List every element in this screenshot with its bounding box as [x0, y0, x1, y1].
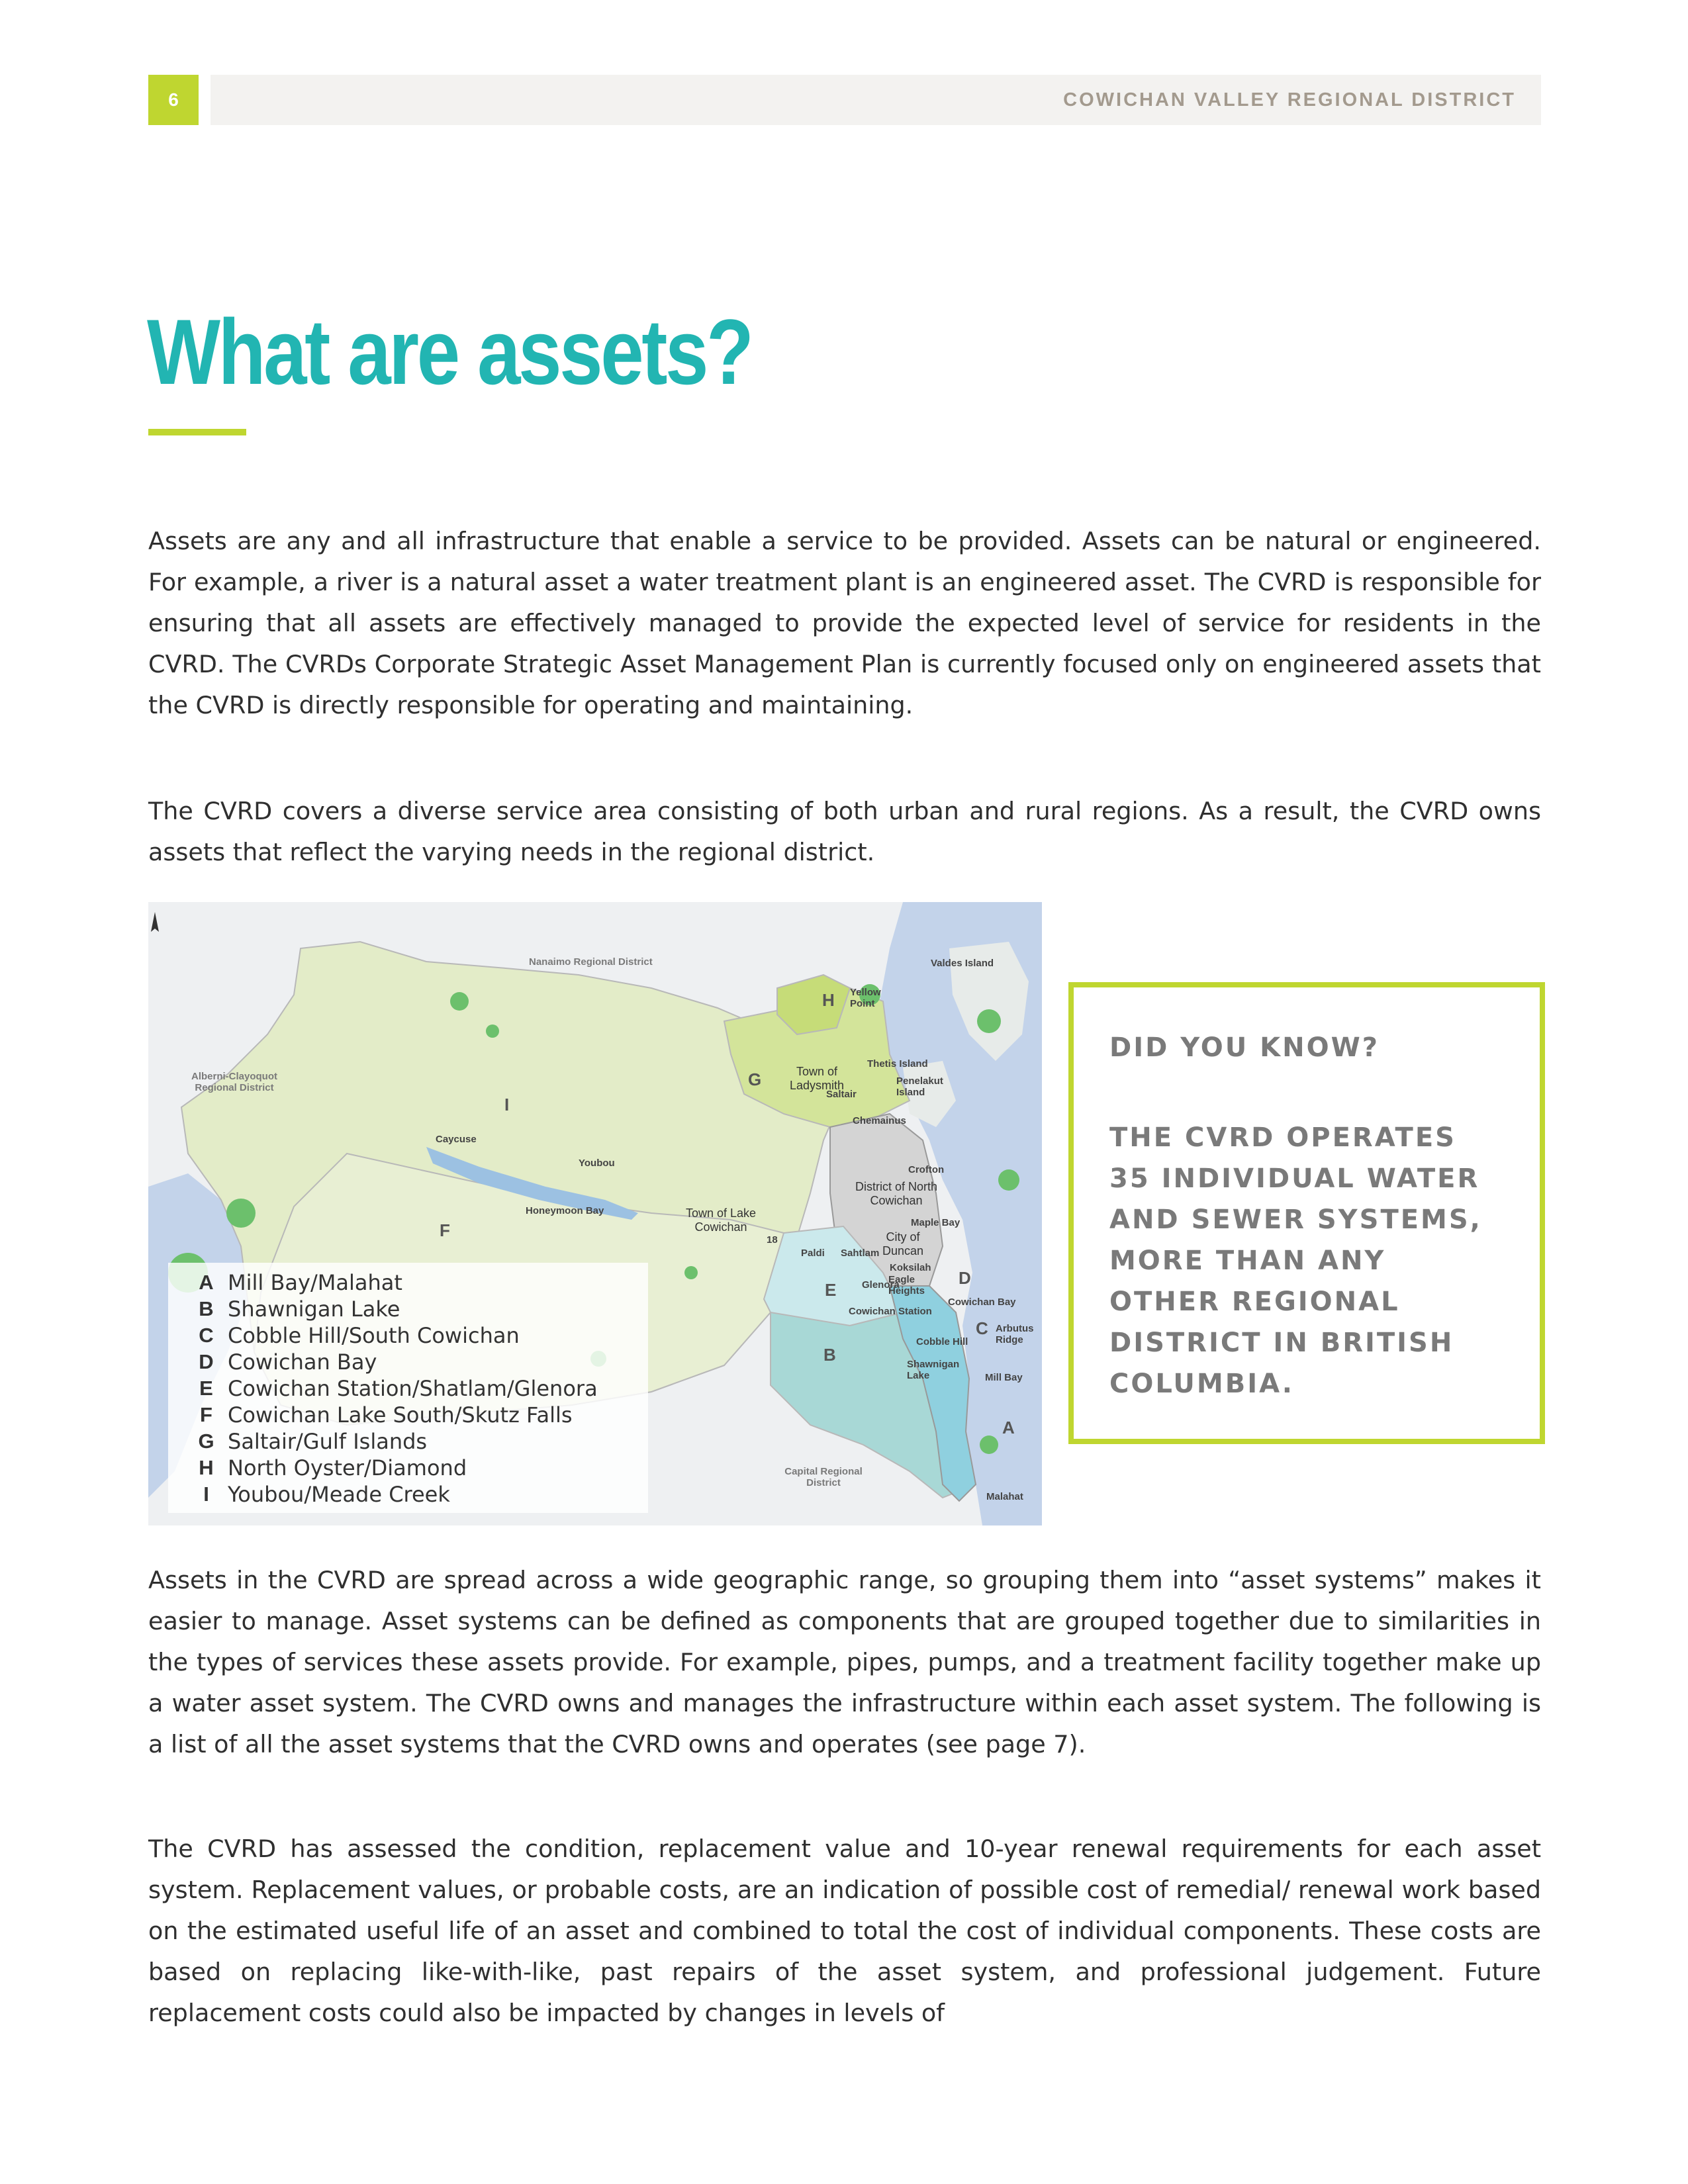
park-8 — [980, 1435, 998, 1454]
paragraph-service-area: The CVRD covers a diverse service area consisting of both urban and rural regions. As a result, the CVRD owns assets that reflect the varying needs in the regional district. — [148, 797, 1541, 866]
legend-code: E — [199, 1377, 213, 1400]
legend-code: A — [199, 1271, 214, 1294]
label-koksilah: Koksilah — [890, 1262, 931, 1273]
legend-row — [185, 1375, 648, 1402]
label-shawnigan: Shawnigan Lake — [907, 1359, 960, 1382]
did-you-know-callout — [1068, 982, 1545, 1444]
paragraph-replacement-values: The CVRD has assessed the condition, replacement value and 10-year renewal requirements for each asset system. Replacement values, or probable costs, are an indication of possible cost of remedial/ renewal work based on the estimated useful life of an asset and combined to total the cost of individual components. These costs are based on replacing like-with-like, past repairs of the asset system, and professional judgement. Future replacement costs could also be impacted by changes in levels of — [148, 1835, 1541, 2027]
park-9 — [684, 1266, 698, 1279]
label-cowichan-bay: Cowichan Bay — [948, 1297, 1016, 1308]
label-cobble-hill: Cobble Hill — [916, 1336, 968, 1347]
legend-name: Cowichan Station/Shatlam/Glenora — [228, 1376, 598, 1401]
label-valdes: Valdes Island — [931, 958, 994, 969]
label-nanaimo: Nanaimo Regional District — [529, 956, 653, 968]
page-number: 6 — [148, 75, 199, 125]
label-cowichan-station: Cowichan Station — [849, 1306, 932, 1317]
legend-name: Saltair/Gulf Islands — [228, 1429, 428, 1454]
label-lake-cowichan: Town of Lake Cowichan — [685, 1206, 757, 1234]
label-crofton: Crofton — [908, 1164, 945, 1175]
legend-code: H — [199, 1456, 214, 1479]
park-2 — [486, 1024, 499, 1038]
legend-row — [185, 1269, 648, 1296]
park-3 — [226, 1199, 256, 1228]
park-6 — [977, 1009, 1001, 1033]
label-malahat: Malahat — [986, 1491, 1023, 1502]
label-maple-bay: Maple Bay — [911, 1217, 961, 1228]
title-underline — [148, 429, 246, 435]
park-7 — [998, 1169, 1019, 1191]
callout-body: THE CVRD OPERATES 35 INDIVIDUAL WATER AND SEWER SYSTEMS, MORE THAN ANY OTHER REGIONAL DISTRICT IN BRITISH COLUMBIA. — [1109, 1122, 1482, 1399]
label-youbou: Youbou — [579, 1158, 615, 1169]
legend-name: Youbou/Meade Creek — [228, 1482, 450, 1507]
label-caycuse: Caycuse — [436, 1134, 477, 1145]
page-title: What are assets? — [147, 300, 752, 404]
legend-code: C — [199, 1324, 214, 1347]
area-letter-b: B — [823, 1345, 836, 1365]
label-yellow-point: Yellow Point — [850, 987, 881, 1010]
label-alberni: Alberni-Clayoquot Regional District — [191, 1071, 277, 1094]
legend-row — [185, 1402, 648, 1428]
label-highway-18: 18 — [767, 1234, 778, 1246]
legend-name: Cowichan Bay — [228, 1349, 377, 1375]
legend-code: G — [198, 1430, 214, 1453]
label-saltair: Saltair — [826, 1089, 857, 1100]
legend-row — [185, 1455, 648, 1481]
label-eagle-heights: Eagle Heights — [888, 1274, 925, 1297]
park-1 — [450, 992, 469, 1011]
label-chemainus: Chemainus — [853, 1115, 906, 1126]
label-ladysmith: Town of Ladysmith — [789, 1065, 845, 1092]
area-letter-f: F — [440, 1220, 450, 1240]
legend-name: Mill Bay/Malahat — [228, 1270, 402, 1295]
area-letter-d: D — [959, 1268, 971, 1288]
map-legend — [168, 1263, 648, 1513]
paragraph-assets-definition: Assets are any and all infrastructure that enable a service to be provided. Assets can be natural or engineered. For example, a river is a natural asset a water treatment plant is an engineered asset. The CVRD is responsible for ensuring that all assets are effectively managed to provide the expected level of service for residents in the CVRD. The CVRDs Corporate Strategic Asset Management Plan is currently focused only on engineered assets that the CVRD is directly responsible for operating and maintaining. — [148, 527, 1541, 719]
label-duncan: City of Duncan — [882, 1230, 924, 1257]
callout-heading: DID YOU KNOW? — [1109, 1032, 1380, 1063]
label-glenora: Glenora — [862, 1279, 900, 1291]
area-letter-i: I — [504, 1095, 510, 1115]
legend-name: North Oyster/Diamond — [228, 1455, 467, 1480]
legend-row — [185, 1481, 648, 1508]
legend-code: I — [203, 1482, 209, 1506]
legend-row — [185, 1296, 648, 1322]
legend-code: F — [200, 1403, 212, 1426]
paragraph-asset-systems: Assets in the CVRD are spread across a wide geographic range, so grouping them into “asset systems” makes it easier to manage. Asset systems can be defined as components that are grouped together due to similarities in the types of services these assets provide. For example, pipes, pumps, and a treatment facility together make up a water asset system. The CVRD owns and manages the infrastructure within each asset system. The following is a list of all the asset systems that the CVRD owns and operates (see page 7). — [148, 1566, 1541, 1758]
area-letter-g: G — [748, 1069, 762, 1089]
north-arrow — [151, 912, 159, 932]
legend-row — [185, 1349, 648, 1375]
legend-name: Cowichan Lake South/Skutz Falls — [228, 1402, 573, 1428]
legend-code: B — [199, 1297, 214, 1320]
legend-code: D — [199, 1350, 214, 1373]
legend-name: Shawnigan Lake — [228, 1297, 400, 1322]
area-letter-e: E — [825, 1280, 837, 1300]
label-capital: Capital Regional District — [784, 1466, 863, 1489]
label-sahtlam: Sahtlam — [841, 1248, 880, 1259]
legend-row — [185, 1322, 648, 1349]
label-mill-bay: Mill Bay — [985, 1372, 1023, 1383]
legend-row — [185, 1428, 648, 1455]
label-paldi: Paldi — [801, 1248, 825, 1259]
legend-name: Cobble Hill/South Cowichan — [228, 1323, 520, 1348]
label-north-cowichan: District of North Cowichan — [855, 1180, 938, 1207]
cvrd-electoral-area-map — [148, 902, 1042, 1525]
area-letter-h: H — [822, 990, 835, 1010]
header-title: COWICHAN VALLEY REGIONAL DISTRICT — [1063, 89, 1516, 111]
area-letter-c: C — [976, 1318, 988, 1338]
label-penelakut: Penelakut Island — [896, 1075, 943, 1099]
label-honeymoon-bay: Honeymoon Bay — [526, 1205, 604, 1216]
area-letter-a: A — [1002, 1418, 1015, 1437]
label-arbutus-ridge: Arbutus Ridge — [996, 1323, 1034, 1346]
label-thetis: Thetis Island — [867, 1058, 928, 1069]
running-header — [211, 75, 1541, 125]
